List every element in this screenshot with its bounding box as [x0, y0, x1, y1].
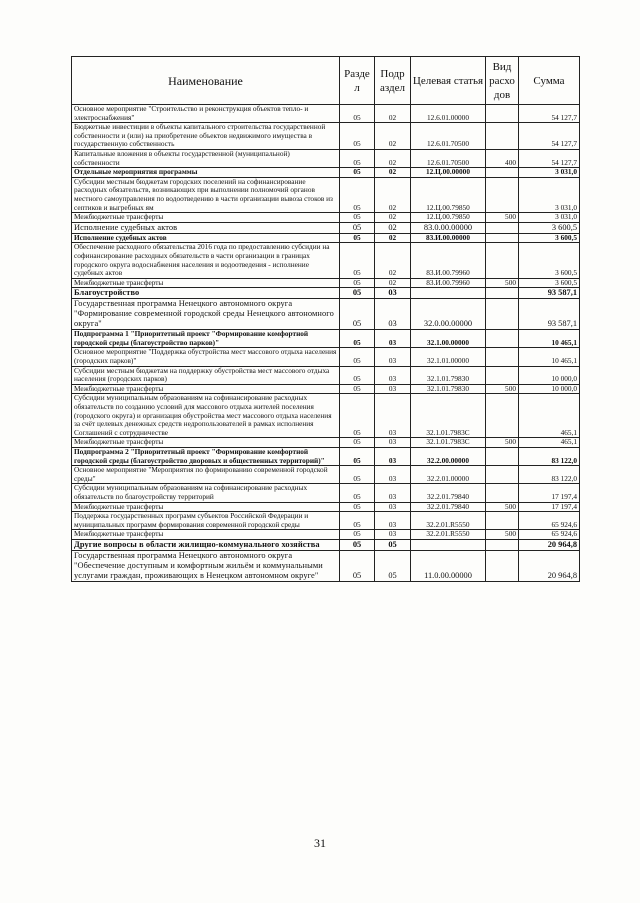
row-subsection-cell: 03 [375, 366, 411, 384]
row-subsection-cell: 03 [375, 466, 411, 484]
row-sum-cell: 20 964,8 [519, 550, 580, 581]
row-target-cell: 83.0.00.00000 [411, 222, 486, 233]
row-subsection-cell: 02 [375, 168, 411, 178]
row-name-cell: Обеспечение расходного обязательства 2016 года по предоставлению субсидии на софинансирование расходных обязательств в части организации в границах городского округа водоснабжения населения и водоотведения - исполнение судебных актов [72, 243, 340, 278]
row-expense-type-cell [486, 299, 519, 330]
table-row [72, 105, 580, 123]
row-subsection-cell: 02 [375, 213, 411, 223]
row-target-cell: 32.2.01.00000 [411, 466, 486, 484]
row-sum-cell: 465,1 [519, 394, 580, 438]
row-expense-type-cell [486, 366, 519, 384]
row-target-cell: 32.0.00.00000 [411, 299, 486, 330]
row-target-cell: 12.6.01.70500 [411, 123, 486, 150]
row-section-cell: 05 [340, 539, 375, 550]
row-name-cell: Государственная программа Ненецкого автономного округа "Обеспечение доступным и комфортным жильём и коммунальными услугами граждан, проживающих в Ненецком автономном округе" [72, 550, 340, 581]
row-name-cell: Межбюджетные трансферты [72, 438, 340, 448]
row-section-cell: 05 [340, 394, 375, 438]
row-target-cell [411, 539, 486, 550]
table-row [72, 394, 580, 438]
header-sum: Сумма [519, 57, 580, 105]
row-section-cell: 05 [340, 123, 375, 150]
row-name-cell: Капитальные вложения в объекты государственной (муниципальной) собственности [72, 149, 340, 167]
row-section-cell: 05 [340, 366, 375, 384]
row-expense-type-cell [486, 233, 519, 243]
row-target-cell: 12.6.01.70500 [411, 149, 486, 167]
row-target-cell: 32.2.01.79840 [411, 484, 486, 502]
row-target-cell: 32.2.01.79840 [411, 502, 486, 512]
row-target-cell: 12.6.01.00000 [411, 105, 486, 123]
table-row [72, 222, 580, 233]
row-name-cell: Основное мероприятие "Поддержка обустройства мест массового отдыха населения (городских парков)" [72, 348, 340, 366]
row-subsection-cell: 02 [375, 123, 411, 150]
row-expense-type-cell [486, 394, 519, 438]
row-sum-cell: 54 127,7 [519, 105, 580, 123]
table-row [72, 288, 580, 299]
row-sum-cell: 93 587,1 [519, 299, 580, 330]
row-sum-cell: 3 031,0 [519, 213, 580, 223]
row-sum-cell: 83 122,0 [519, 466, 580, 484]
row-section-cell: 05 [340, 299, 375, 330]
row-sum-cell: 54 127,7 [519, 149, 580, 167]
row-section-cell: 05 [340, 168, 375, 178]
row-section-cell: 05 [340, 177, 375, 212]
row-target-cell: 32.1.01.79830 [411, 366, 486, 384]
table-row [72, 366, 580, 384]
row-sum-cell: 65 924,6 [519, 530, 580, 540]
row-section-cell: 05 [340, 448, 375, 466]
row-subsection-cell: 02 [375, 177, 411, 212]
row-section-cell: 05 [340, 466, 375, 484]
table-row [72, 539, 580, 550]
row-section-cell: 05 [340, 222, 375, 233]
row-name-cell: Отдельные мероприятия программы [72, 168, 340, 178]
row-name-cell: Подпрограмма 1 "Приоритетный проект "Формирование комфортной городской среды (благоустройство парков)" [72, 330, 340, 348]
row-sum-cell: 10 000,0 [519, 384, 580, 394]
row-subsection-cell: 03 [375, 530, 411, 540]
row-target-cell [411, 288, 486, 299]
row-target-cell: 83.И.00.00000 [411, 233, 486, 243]
row-expense-type-cell: 500 [486, 278, 519, 288]
row-target-cell: 32.2.01.R5550 [411, 512, 486, 530]
row-name-cell: Основное мероприятие "Мероприятия по формированию современной городской среды" [72, 466, 340, 484]
table-row [72, 299, 580, 330]
row-subsection-cell: 03 [375, 448, 411, 466]
row-section-cell: 05 [340, 384, 375, 394]
row-target-cell: 12.Ц.00.00000 [411, 168, 486, 178]
row-expense-type-cell [486, 448, 519, 466]
row-section-cell: 05 [340, 512, 375, 530]
row-target-cell: 32.1.01.7983С [411, 438, 486, 448]
row-subsection-cell: 02 [375, 222, 411, 233]
row-expense-type-cell [486, 222, 519, 233]
row-section-cell: 05 [340, 484, 375, 502]
row-name-cell: Субсидии местным бюджетам на поддержку обустройства мест массового отдыха населения (городских парков) [72, 366, 340, 384]
row-target-cell: 83.И.00.79960 [411, 243, 486, 278]
row-name-cell: Межбюджетные трансферты [72, 213, 340, 223]
row-name-cell: Исполнение судебных актов [72, 233, 340, 243]
row-subsection-cell: 03 [375, 502, 411, 512]
budget-table [71, 56, 580, 582]
row-target-cell: 32.2.01.R5550 [411, 530, 486, 540]
row-expense-type-cell [486, 105, 519, 123]
row-target-cell: 11.0.00.00000 [411, 550, 486, 581]
row-section-cell: 05 [340, 288, 375, 299]
row-sum-cell: 3 031,0 [519, 168, 580, 178]
row-expense-type-cell [486, 243, 519, 278]
table-row [72, 177, 580, 212]
row-target-cell: 83.И.00.79960 [411, 278, 486, 288]
row-section-cell: 05 [340, 550, 375, 581]
row-sum-cell: 17 197,4 [519, 502, 580, 512]
row-sum-cell: 10 465,1 [519, 330, 580, 348]
table-row [72, 348, 580, 366]
row-expense-type-cell: 500 [486, 384, 519, 394]
header-target-article: Целевая статья [411, 57, 486, 105]
row-section-cell: 05 [340, 105, 375, 123]
table-row [72, 123, 580, 150]
row-subsection-cell: 03 [375, 384, 411, 394]
row-expense-type-cell [486, 177, 519, 212]
row-subsection-cell: 03 [375, 288, 411, 299]
row-subsection-cell: 02 [375, 233, 411, 243]
row-expense-type-cell [486, 550, 519, 581]
table-row [72, 278, 580, 288]
row-name-cell: Межбюджетные трансферты [72, 384, 340, 394]
table-row [72, 243, 580, 278]
row-subsection-cell: 02 [375, 243, 411, 278]
row-expense-type-cell [486, 348, 519, 366]
row-sum-cell: 3 600,5 [519, 222, 580, 233]
row-name-cell: Государственная программа Ненецкого автономного округа "Формирование современной городской среды Ненецкого автономного округа" [72, 299, 340, 330]
row-section-cell: 05 [340, 348, 375, 366]
row-expense-type-cell [486, 168, 519, 178]
row-sum-cell: 65 924,6 [519, 512, 580, 530]
table-row [72, 330, 580, 348]
row-name-cell: Субсидии муниципальным образованиям на софинансирование расходных обязательств по созданию условий для массового отдыха жителей поселения (городского округа) и организация обустройства мест массового отдыха населения за счёт целевых денежных средств недропользователей в рамках исполнения Соглашений с сотрудничестве [72, 394, 340, 438]
row-sum-cell: 17 197,4 [519, 484, 580, 502]
row-expense-type-cell [486, 123, 519, 150]
row-sum-cell: 3 600,5 [519, 243, 580, 278]
table-row [72, 512, 580, 530]
row-section-cell: 05 [340, 502, 375, 512]
row-subsection-cell: 03 [375, 438, 411, 448]
row-section-cell: 05 [340, 233, 375, 243]
table-body [72, 105, 580, 582]
table-row [72, 484, 580, 502]
row-section-cell: 05 [340, 330, 375, 348]
row-subsection-cell: 05 [375, 550, 411, 581]
row-subsection-cell: 03 [375, 394, 411, 438]
table-row [72, 168, 580, 178]
row-name-cell: Межбюджетные трансферты [72, 278, 340, 288]
header-expense-type: Вид расхо дов [486, 57, 519, 105]
row-section-cell: 05 [340, 213, 375, 223]
row-name-cell: Межбюджетные трансферты [72, 502, 340, 512]
row-section-cell: 05 [340, 243, 375, 278]
row-name-cell: Субсидии местным бюджетам городских поселений на софинансирование расходных обязательств, возникающих при выполнении полномочий органов местного самоуправления по водоотведению в части организации вывоза стоков из септиков и выгребных ям [72, 177, 340, 212]
row-name-cell: Основное мероприятие "Строительство и реконструкция объектов тепло- и электроснабжения" [72, 105, 340, 123]
row-name-cell: Бюджетные инвестиции в объекты капитального строительства государственной собственности и (или) на приобретение объектов недвижимого имущества в государственную собственность [72, 123, 340, 150]
row-subsection-cell: 02 [375, 149, 411, 167]
row-sum-cell: 10 465,1 [519, 348, 580, 366]
row-target-cell: 32.1.01.79830 [411, 384, 486, 394]
row-sum-cell: 83 122,0 [519, 448, 580, 466]
row-expense-type-cell [486, 330, 519, 348]
table-row [72, 466, 580, 484]
row-sum-cell: 93 587,1 [519, 288, 580, 299]
row-subsection-cell: 02 [375, 278, 411, 288]
row-subsection-cell: 03 [375, 512, 411, 530]
row-name-cell: Поддержка государственных программ субъектов Российской Федерации и муниципальных программ формирования современной городской среды [72, 512, 340, 530]
row-sum-cell: 20 964,8 [519, 539, 580, 550]
row-name-cell: Межбюджетные трансферты [72, 530, 340, 540]
table-row [72, 213, 580, 223]
row-expense-type-cell: 500 [486, 530, 519, 540]
row-sum-cell: 3 600,5 [519, 278, 580, 288]
table-row [72, 448, 580, 466]
row-target-cell: 32.1.01.00000 [411, 348, 486, 366]
row-subsection-cell: 05 [375, 539, 411, 550]
row-name-cell: Подпрограмма 2 "Приоритетный проект "Формирование комфортной городской среды (благоустройство дворовых и общественных территорий)" [72, 448, 340, 466]
row-expense-type-cell: 500 [486, 213, 519, 223]
row-subsection-cell: 02 [375, 105, 411, 123]
table-header-row [72, 57, 580, 105]
row-sum-cell: 10 000,0 [519, 366, 580, 384]
table-row [72, 550, 580, 581]
row-section-cell: 05 [340, 149, 375, 167]
row-target-cell: 32.1.01.7983С [411, 394, 486, 438]
row-target-cell: 32.2.00.00000 [411, 448, 486, 466]
row-expense-type-cell [486, 466, 519, 484]
row-expense-type-cell [486, 288, 519, 299]
row-subsection-cell: 03 [375, 299, 411, 330]
row-expense-type-cell [486, 512, 519, 530]
header-name: Наименование [72, 57, 340, 105]
row-section-cell: 05 [340, 530, 375, 540]
row-target-cell: 12.Ц.00.79850 [411, 177, 486, 212]
header-subsection: Подр аздел [375, 57, 411, 105]
row-sum-cell: 465,1 [519, 438, 580, 448]
row-target-cell: 32.1.00.00000 [411, 330, 486, 348]
row-name-cell: Субсидии муниципальным образованиям на софинансирование расходных обязательств по благоустройству территорий [72, 484, 340, 502]
row-expense-type-cell [486, 484, 519, 502]
row-expense-type-cell: 500 [486, 502, 519, 512]
row-expense-type-cell [486, 539, 519, 550]
row-expense-type-cell: 400 [486, 149, 519, 167]
row-target-cell: 12.Ц.00.79850 [411, 213, 486, 223]
row-sum-cell: 3 031,0 [519, 177, 580, 212]
row-name-cell: Другие вопросы в области жилищно-коммунального хозяйства [72, 539, 340, 550]
page-number: 31 [314, 836, 326, 850]
row-name-cell: Исполнение судебных актов [72, 222, 340, 233]
row-section-cell: 05 [340, 278, 375, 288]
row-subsection-cell: 03 [375, 330, 411, 348]
row-subsection-cell: 03 [375, 484, 411, 502]
table-row [72, 149, 580, 167]
row-sum-cell: 3 600,5 [519, 233, 580, 243]
row-sum-cell: 54 127,7 [519, 123, 580, 150]
row-expense-type-cell: 500 [486, 438, 519, 448]
row-name-cell: Благоустройство [72, 288, 340, 299]
header-section: Разде л [340, 57, 375, 105]
table-row [72, 530, 580, 540]
row-section-cell: 05 [340, 438, 375, 448]
row-subsection-cell: 03 [375, 348, 411, 366]
